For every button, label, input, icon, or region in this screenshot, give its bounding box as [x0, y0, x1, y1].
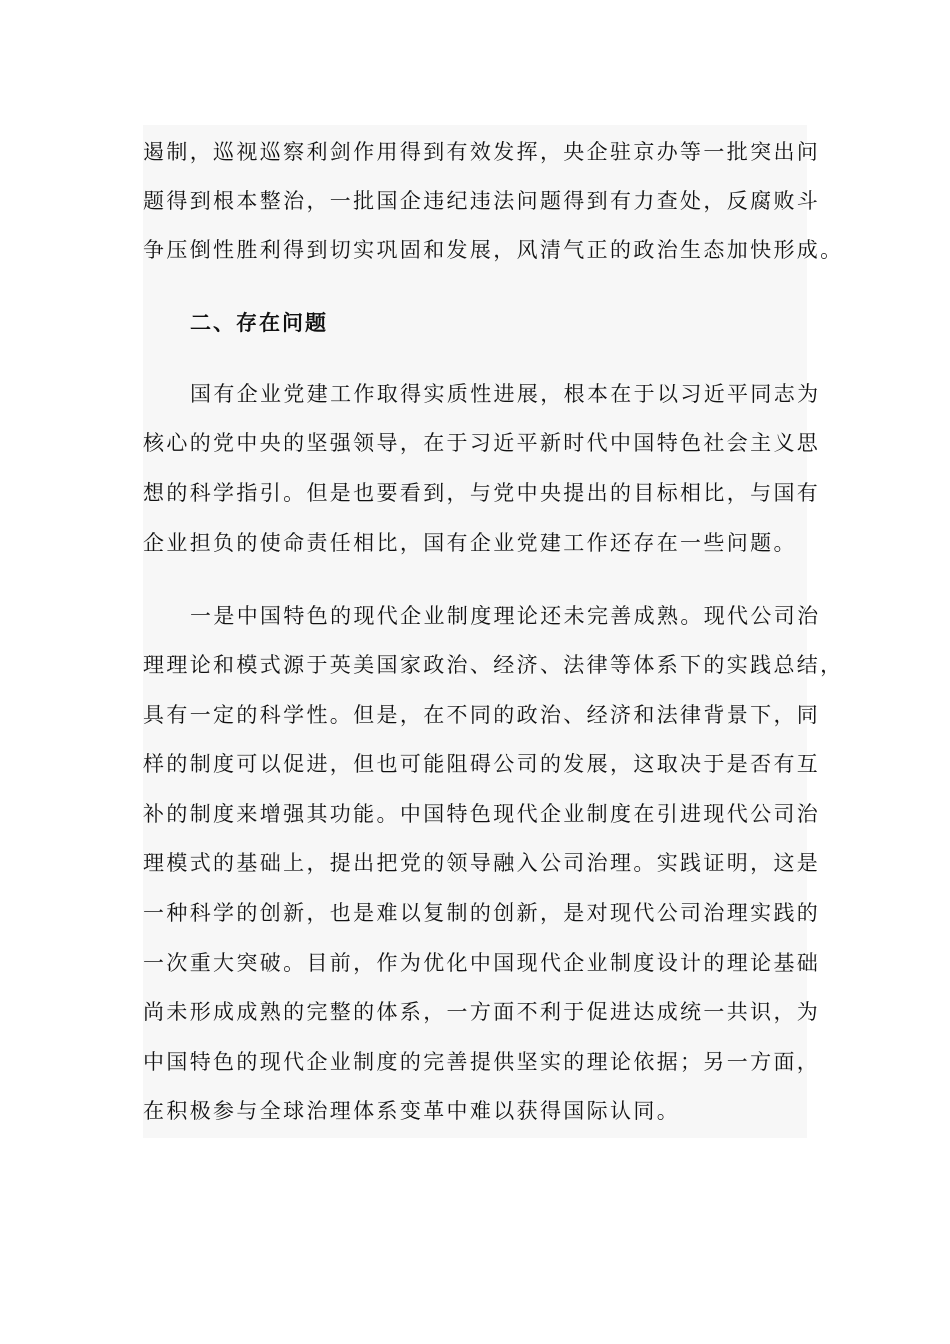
text-line: 遏制，巡视巡察利剑作用得到有效发挥，央企驻京办等一批突出问	[143, 140, 821, 164]
text-line: 企业担负的使命责任相比，国有企业党建工作还存在一些问题。	[143, 531, 797, 555]
section-heading: 二、存在问题	[190, 311, 328, 335]
text-line: 一次重大突破。目前，作为优化中国现代企业制度设计的理论基础	[143, 951, 821, 975]
text-line: 补的制度来增强其功能。中国特色现代企业制度在引进现代公司治	[143, 802, 821, 826]
text-line: 理模式的基础上，提出把党的领导融入公司治理。实践证明，这是	[143, 851, 821, 875]
text-line: 在积极参与全球治理体系变革中难以获得国际认同。	[143, 1099, 681, 1123]
text-line: 具有一定的科学性。但是，在不同的政治、经济和法律背景下，同	[143, 703, 821, 727]
text-line: 国有企业党建工作取得实质性进展，根本在于以习近平同志为	[190, 382, 821, 406]
text-line: 一是中国特色的现代企业制度理论还未完善成熟。现代公司治	[190, 604, 821, 628]
paragraph-continued	[143, 125, 844, 273]
text-line: 尚未形成成熟的完整的体系，一方面不利于促进达成统一共识，为	[143, 1000, 821, 1024]
text-line: 理理论和模式源于英美国家政治、经济、法律等体系下的实践总结，	[143, 653, 844, 677]
text-line: 一种科学的创新，也是难以复制的创新，是对现代公司治理实践的	[143, 901, 821, 925]
section-body	[143, 273, 844, 1138]
text-line: 中国特色的现代企业制度的完善提供坚实的理论依据；另一方面，	[143, 1050, 821, 1074]
text-line: 样的制度可以促进，但也可能阻碍公司的发展，这取决于是否有互	[143, 752, 821, 776]
text-line: 想的科学指引。但是也要看到，与党中央提出的目标相比，与国有	[143, 481, 821, 505]
text-line: 题得到根本整治，一批国企违纪违法问题得到有力查处，反腐败斗	[143, 189, 821, 213]
text-line: 争压倒性胜利得到切实巩固和发展，风清气正的政治生态加快形成。	[143, 238, 844, 262]
text-line: 核心的党中央的坚强领导，在于习近平新时代中国特色社会主义思	[143, 431, 821, 455]
